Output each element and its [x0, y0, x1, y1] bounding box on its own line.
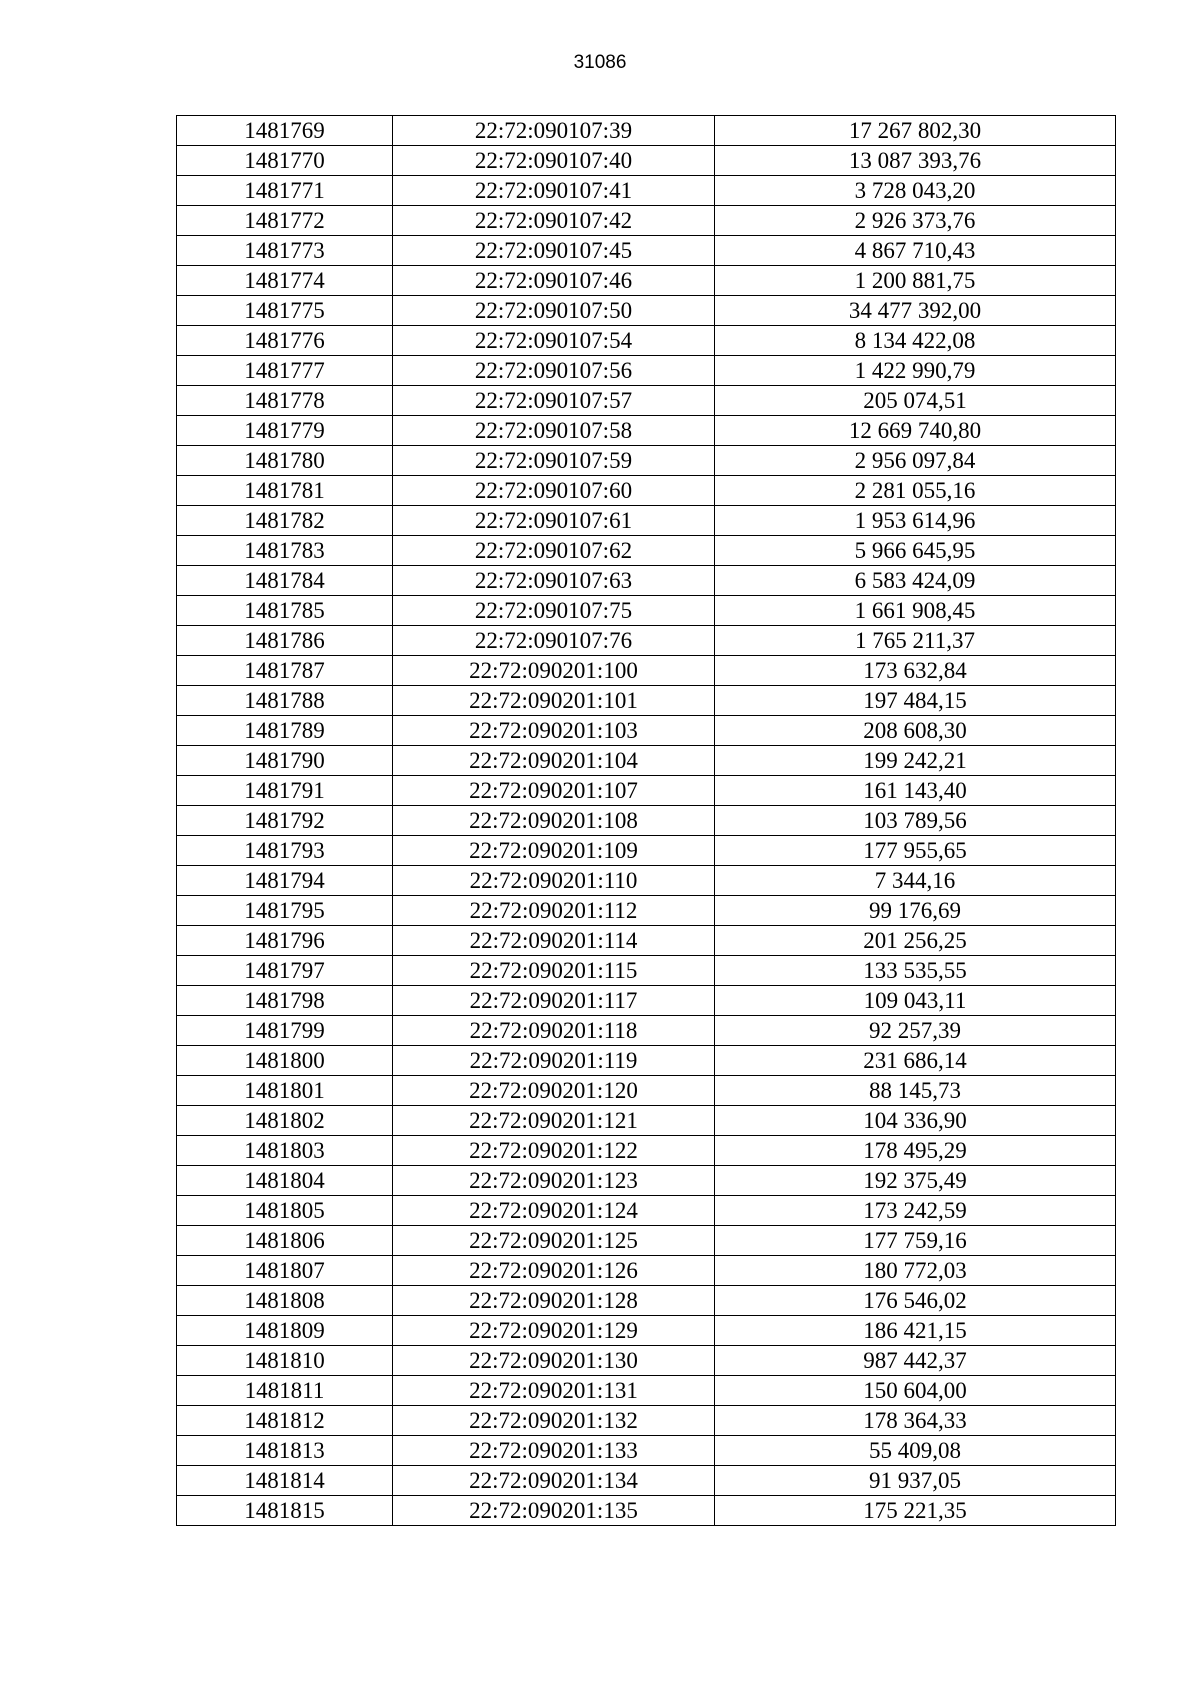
table-row — [177, 1376, 1116, 1406]
table-row — [177, 356, 1116, 386]
record-number-cell: 1481784 — [177, 566, 393, 596]
cadastral-value-cell: 4 867 710,43 — [715, 236, 1116, 266]
cadastral-value-cell: 205 074,51 — [715, 386, 1116, 416]
cadastral-value-cell: 199 242,21 — [715, 746, 1116, 776]
cadastral-number-cell: 22:72:090201:122 — [393, 1136, 715, 1166]
table-row — [177, 206, 1116, 236]
cadastral-value-cell: 12 669 740,80 — [715, 416, 1116, 446]
cadastral-value-cell: 17 267 802,30 — [715, 116, 1116, 146]
cadastral-number-cell: 22:72:090107:57 — [393, 386, 715, 416]
cadastral-number-cell: 22:72:090107:40 — [393, 146, 715, 176]
table-row — [177, 686, 1116, 716]
cadastral-value-cell: 6 583 424,09 — [715, 566, 1116, 596]
table-row — [177, 116, 1116, 146]
cadastral-number-cell: 22:72:090201:103 — [393, 716, 715, 746]
cadastral-number-cell: 22:72:090201:124 — [393, 1196, 715, 1226]
record-number-cell: 1481783 — [177, 536, 393, 566]
cadastral-value-cell: 3 728 043,20 — [715, 176, 1116, 206]
record-number-cell: 1481802 — [177, 1106, 393, 1136]
cadastral-number-cell: 22:72:090107:76 — [393, 626, 715, 656]
cadastral-value-cell: 34 477 392,00 — [715, 296, 1116, 326]
record-number-cell: 1481772 — [177, 206, 393, 236]
table-row — [177, 1316, 1116, 1346]
record-number-cell: 1481805 — [177, 1196, 393, 1226]
cadastral-value-cell: 2 956 097,84 — [715, 446, 1116, 476]
record-number-cell: 1481778 — [177, 386, 393, 416]
record-number-cell: 1481776 — [177, 326, 393, 356]
record-number-cell: 1481800 — [177, 1046, 393, 1076]
cadastral-number-cell: 22:72:090107:59 — [393, 446, 715, 476]
cadastral-value-cell: 173 632,84 — [715, 656, 1116, 686]
cadastral-value-cell: 104 336,90 — [715, 1106, 1116, 1136]
cadastral-number-cell: 22:72:090107:58 — [393, 416, 715, 446]
table-row — [177, 656, 1116, 686]
cadastral-number-cell: 22:72:090107:39 — [393, 116, 715, 146]
cadastral-number-cell: 22:72:090201:109 — [393, 836, 715, 866]
table-row — [177, 146, 1116, 176]
cadastral-value-cell: 2 281 055,16 — [715, 476, 1116, 506]
table-row — [177, 1196, 1116, 1226]
cadastral-number-cell: 22:72:090107:45 — [393, 236, 715, 266]
table-row — [177, 1136, 1116, 1166]
cadastral-value-cell: 8 134 422,08 — [715, 326, 1116, 356]
cadastral-number-cell: 22:72:090201:117 — [393, 986, 715, 1016]
cadastral-value-cell: 103 789,56 — [715, 806, 1116, 836]
record-number-cell: 1481791 — [177, 776, 393, 806]
page-number: 31086 — [573, 52, 627, 73]
table-row — [177, 326, 1116, 356]
cadastral-value-cell: 99 176,69 — [715, 896, 1116, 926]
cadastral-value-cell: 178 495,29 — [715, 1136, 1116, 1166]
record-number-cell: 1481773 — [177, 236, 393, 266]
record-number-cell: 1481796 — [177, 926, 393, 956]
record-number-cell: 1481812 — [177, 1406, 393, 1436]
cadastral-number-cell: 22:72:090107:46 — [393, 266, 715, 296]
cadastral-number-cell: 22:72:090107:54 — [393, 326, 715, 356]
cadastral-number-cell: 22:72:090201:121 — [393, 1106, 715, 1136]
record-number-cell: 1481797 — [177, 956, 393, 986]
cadastral-number-cell: 22:72:090201:110 — [393, 866, 715, 896]
record-number-cell: 1481794 — [177, 866, 393, 896]
record-number-cell: 1481769 — [177, 116, 393, 146]
cadastral-number-cell: 22:72:090107:41 — [393, 176, 715, 206]
cadastral-number-cell: 22:72:090107:61 — [393, 506, 715, 536]
record-number-cell: 1481803 — [177, 1136, 393, 1166]
table-row — [177, 1496, 1116, 1526]
table-row — [177, 386, 1116, 416]
cadastral-number-cell: 22:72:090201:126 — [393, 1256, 715, 1286]
cadastral-number-cell: 22:72:090201:114 — [393, 926, 715, 956]
cadastral-value-cell: 175 221,35 — [715, 1496, 1116, 1526]
cadastral-value-cell: 1 765 211,37 — [715, 626, 1116, 656]
record-number-cell: 1481787 — [177, 656, 393, 686]
cadastral-number-cell: 22:72:090107:60 — [393, 476, 715, 506]
table-row — [177, 1346, 1116, 1376]
record-number-cell: 1481782 — [177, 506, 393, 536]
table-row — [177, 446, 1116, 476]
cadastral-value-cell: 177 759,16 — [715, 1226, 1116, 1256]
cadastral-number-cell: 22:72:090201:128 — [393, 1286, 715, 1316]
record-number-cell: 1481795 — [177, 896, 393, 926]
table-body — [177, 116, 1116, 1526]
cadastral-number-cell: 22:72:090107:50 — [393, 296, 715, 326]
table-row — [177, 956, 1116, 986]
cadastral-number-cell: 22:72:090107:75 — [393, 596, 715, 626]
cadastral-value-cell: 178 364,33 — [715, 1406, 1116, 1436]
table-row — [177, 716, 1116, 746]
table-row — [177, 506, 1116, 536]
table-row — [177, 266, 1116, 296]
table-row — [177, 296, 1116, 326]
table-row — [177, 236, 1116, 266]
record-number-cell: 1481806 — [177, 1226, 393, 1256]
table-row — [177, 476, 1116, 506]
cadastral-value-cell: 176 546,02 — [715, 1286, 1116, 1316]
table-row — [177, 776, 1116, 806]
table-row — [177, 1046, 1116, 1076]
cadastral-value-cell: 88 145,73 — [715, 1076, 1116, 1106]
cadastral-value-cell: 150 604,00 — [715, 1376, 1116, 1406]
cadastral-number-cell: 22:72:090201:112 — [393, 896, 715, 926]
cadastral-value-cell: 2 926 373,76 — [715, 206, 1116, 236]
record-number-cell: 1481780 — [177, 446, 393, 476]
record-number-cell: 1481801 — [177, 1076, 393, 1106]
table-row — [177, 596, 1116, 626]
cadastral-value-cell: 92 257,39 — [715, 1016, 1116, 1046]
record-number-cell: 1481781 — [177, 476, 393, 506]
cadastral-value-cell: 7 344,16 — [715, 866, 1116, 896]
cadastral-value-cell: 208 608,30 — [715, 716, 1116, 746]
table-row — [177, 896, 1116, 926]
record-number-cell: 1481807 — [177, 1256, 393, 1286]
table-row — [177, 1406, 1116, 1436]
table-row — [177, 1076, 1116, 1106]
cadastral-value-cell: 133 535,55 — [715, 956, 1116, 986]
cadastral-value-cell: 197 484,15 — [715, 686, 1116, 716]
table-row — [177, 926, 1116, 956]
cadastral-number-cell: 22:72:090201:120 — [393, 1076, 715, 1106]
table-row — [177, 176, 1116, 206]
cadastral-value-cell: 201 256,25 — [715, 926, 1116, 956]
cadastral-value-cell: 91 937,05 — [715, 1466, 1116, 1496]
cadastral-value-cell: 161 143,40 — [715, 776, 1116, 806]
record-number-cell: 1481792 — [177, 806, 393, 836]
table-row — [177, 536, 1116, 566]
cadastral-number-cell: 22:72:090201:130 — [393, 1346, 715, 1376]
cadastral-number-cell: 22:72:090201:119 — [393, 1046, 715, 1076]
cadastral-value-cell: 55 409,08 — [715, 1436, 1116, 1466]
cadastral-value-cell: 1 200 881,75 — [715, 266, 1116, 296]
record-number-cell: 1481771 — [177, 176, 393, 206]
table-row — [177, 866, 1116, 896]
record-number-cell: 1481779 — [177, 416, 393, 446]
cadastral-value-cell: 186 421,15 — [715, 1316, 1116, 1346]
cadastral-value-cell: 192 375,49 — [715, 1166, 1116, 1196]
record-number-cell: 1481793 — [177, 836, 393, 866]
table-row — [177, 566, 1116, 596]
cadastral-number-cell: 22:72:090107:63 — [393, 566, 715, 596]
table-row — [177, 1436, 1116, 1466]
cadastral-value-cell: 1 953 614,96 — [715, 506, 1116, 536]
cadastral-number-cell: 22:72:090201:133 — [393, 1436, 715, 1466]
table-row — [177, 1226, 1116, 1256]
record-number-cell: 1481808 — [177, 1286, 393, 1316]
record-number-cell: 1481810 — [177, 1346, 393, 1376]
cadastral-number-cell: 22:72:090201:134 — [393, 1466, 715, 1496]
record-number-cell: 1481785 — [177, 596, 393, 626]
cadastral-number-cell: 22:72:090201:100 — [393, 656, 715, 686]
record-number-cell: 1481789 — [177, 716, 393, 746]
cadastral-number-cell: 22:72:090201:125 — [393, 1226, 715, 1256]
cadastral-number-cell: 22:72:090201:104 — [393, 746, 715, 776]
record-number-cell: 1481788 — [177, 686, 393, 716]
cadastral-number-cell: 22:72:090201:118 — [393, 1016, 715, 1046]
table-row — [177, 806, 1116, 836]
record-number-cell: 1481777 — [177, 356, 393, 386]
cadastral-value-cell: 5 966 645,95 — [715, 536, 1116, 566]
cadastral-number-cell: 22:72:090201:108 — [393, 806, 715, 836]
table-row — [177, 1466, 1116, 1496]
cadastral-value-cell: 180 772,03 — [715, 1256, 1116, 1286]
cadastral-number-cell: 22:72:090201:123 — [393, 1166, 715, 1196]
cadastral-number-cell: 22:72:090107:42 — [393, 206, 715, 236]
table-row — [177, 836, 1116, 866]
cadastral-number-cell: 22:72:090201:115 — [393, 956, 715, 986]
cadastral-number-cell: 22:72:090107:62 — [393, 536, 715, 566]
record-number-cell: 1481799 — [177, 1016, 393, 1046]
record-number-cell: 1481814 — [177, 1466, 393, 1496]
record-number-cell: 1481811 — [177, 1376, 393, 1406]
record-number-cell: 1481790 — [177, 746, 393, 776]
table-row — [177, 1016, 1116, 1046]
record-number-cell: 1481786 — [177, 626, 393, 656]
table-row — [177, 1106, 1116, 1136]
cadastral-number-cell: 22:72:090201:131 — [393, 1376, 715, 1406]
cadastral-number-cell: 22:72:090201:132 — [393, 1406, 715, 1436]
record-number-cell: 1481775 — [177, 296, 393, 326]
record-number-cell: 1481798 — [177, 986, 393, 1016]
cadastral-value-cell: 231 686,14 — [715, 1046, 1116, 1076]
table-row — [177, 746, 1116, 776]
cadastral-value-cell: 1 422 990,79 — [715, 356, 1116, 386]
record-number-cell: 1481813 — [177, 1436, 393, 1466]
cadastral-number-cell: 22:72:090201:129 — [393, 1316, 715, 1346]
cadastral-number-cell: 22:72:090201:107 — [393, 776, 715, 806]
record-number-cell: 1481815 — [177, 1496, 393, 1526]
table-row — [177, 626, 1116, 656]
table-row — [177, 1256, 1116, 1286]
table-row — [177, 986, 1116, 1016]
table-row — [177, 1286, 1116, 1316]
table-row — [177, 1166, 1116, 1196]
cadastral-value-cell: 13 087 393,76 — [715, 146, 1116, 176]
cadastral-number-cell: 22:72:090201:135 — [393, 1496, 715, 1526]
cadastral-value-cell: 109 043,11 — [715, 986, 1116, 1016]
cadastral-number-cell: 22:72:090107:56 — [393, 356, 715, 386]
record-number-cell: 1481804 — [177, 1166, 393, 1196]
cadastral-value-cell: 987 442,37 — [715, 1346, 1116, 1376]
cadastral-value-cell: 177 955,65 — [715, 836, 1116, 866]
table-row — [177, 416, 1116, 446]
cadastral-number-cell: 22:72:090201:101 — [393, 686, 715, 716]
cadastral-value-cell: 1 661 908,45 — [715, 596, 1116, 626]
record-number-cell: 1481774 — [177, 266, 393, 296]
record-number-cell: 1481770 — [177, 146, 393, 176]
cadastral-value-table — [176, 115, 1116, 1526]
cadastral-value-cell: 173 242,59 — [715, 1196, 1116, 1226]
record-number-cell: 1481809 — [177, 1316, 393, 1346]
